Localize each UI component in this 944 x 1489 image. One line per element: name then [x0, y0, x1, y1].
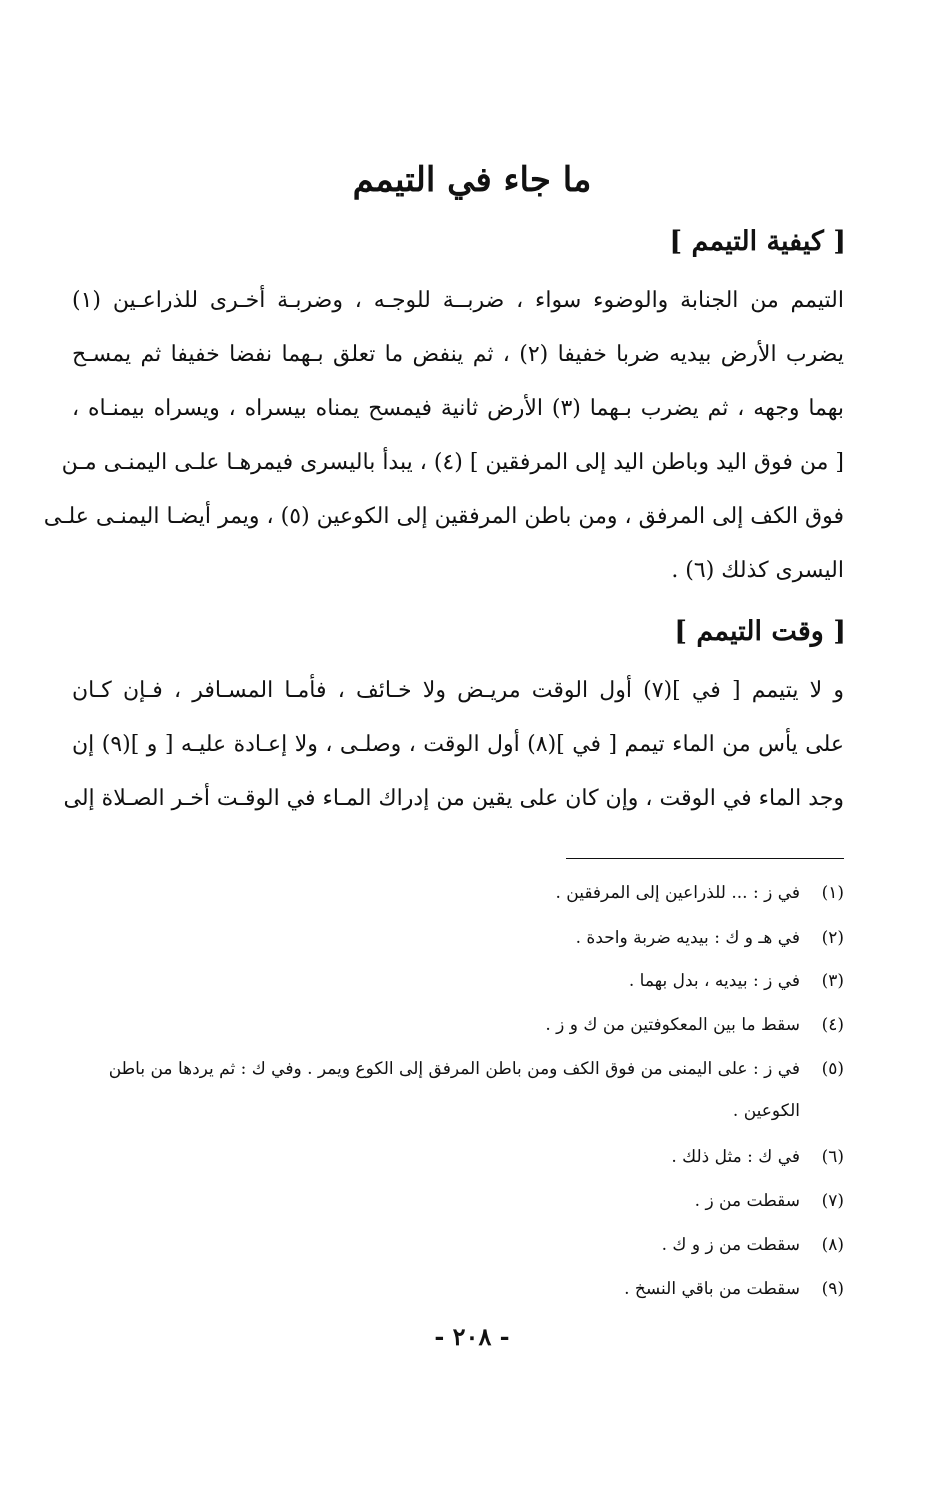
- paragraph-line: و لا يتيمم [ في ](٧) أول الوقت مريـض ولا خـائف ، فأمـا المسـافر ، فـإن كـان: [72, 678, 844, 703]
- paragraph-line: فوق الكف إلى المرفق ، ومن باطن المرفقين إلى الكوعين (٥) ، ويمر أيضـا اليمنـى علـى: [43, 504, 844, 529]
- page-number: - ٢٠٨ -: [434, 1322, 510, 1351]
- footnote-number: (٣): [821, 971, 844, 991]
- footnote: [72, 1276, 844, 1302]
- paragraph-line: على يأس من الماء تيمم [ في ](٨) أول الوقت ، وصلـى ، ولا إعـادة عليـه [ و ](٩) إن: [72, 732, 844, 757]
- footnote-number: (٥): [821, 1059, 844, 1079]
- footnote-text: سقط ما بين المعكوفتين من ك و ز .: [545, 1015, 800, 1035]
- footnote: [72, 1232, 844, 1258]
- section-heading-tayammum-method: [ كيفية التيمم ]: [669, 226, 846, 257]
- footnote-number: (٩): [821, 1279, 844, 1299]
- footnote-number: (٨): [821, 1235, 844, 1255]
- footnote-number: (٤): [821, 1015, 844, 1035]
- footnote: [72, 1144, 844, 1170]
- footnote-number: (٦): [821, 1147, 844, 1167]
- footnote: [72, 1012, 844, 1038]
- footnote-separator: [566, 858, 844, 859]
- footnote-text: في ز : ... للذراعين إلى المرفقين .: [555, 883, 800, 903]
- paragraph-line: بهما وجهه ، ثم يضرب بـهما (٣) الأرض ثانية فيمسح يمناه بيسراه ، ويسراه بيمنـاه ،: [72, 396, 845, 421]
- footnote-text: سقطت من ز .: [694, 1191, 800, 1211]
- footnote-text: في هـ و ك : بيديه ضربة واحدة .: [575, 928, 800, 948]
- paragraph-line: التيمم من الجنابة والوضوء سواء ، ضربــة للوجـه ، وضربـة أخـرى للذراعـين (١): [72, 288, 844, 313]
- footnote: [72, 968, 844, 994]
- footnote-number: (١): [821, 883, 844, 903]
- chapter-title: ما جاء في التيمم: [352, 160, 592, 200]
- footnote-number: (٢): [821, 928, 844, 948]
- footnote: [72, 1188, 844, 1214]
- footnote-continuation: الكوعين .: [732, 1101, 800, 1121]
- section-heading-tayammum-time: [ وقت التيمم ]: [674, 616, 846, 647]
- footnote-text: سقطت من ز و ك .: [661, 1235, 800, 1255]
- paragraph-line: اليسرى كذلك (٦) .: [671, 558, 844, 583]
- footnote-text: في ز : على اليمنى من فوق الكف ومن باطن المرفق إلى الكوع ويمر . وفي ك : ثم يردها من باطن: [108, 1059, 800, 1079]
- footnote: [72, 925, 844, 951]
- footnote-text: سقطت من باقي النسخ .: [624, 1279, 800, 1299]
- footnote: [72, 880, 844, 906]
- paragraph-line: وجد الماء في الوقت ، وإن كان على يقين من إدراك المـاء في الوقـت أخـر الصـلاة إلى: [63, 786, 844, 811]
- footnote-number: (٧): [821, 1191, 844, 1211]
- footnote-text: في ز : بيديه ، بدل بهما .: [628, 971, 800, 991]
- paragraph-line: [ من فوق اليد وباطن اليد إلى المرفقين ] (٤) ، يبدأ باليسرى فيمرهـا علـى اليمنـى مـن: [61, 450, 844, 475]
- paragraph-line: يضرب الأرض بيديه ضربا خفيفا (٢) ، ثم ينفض ما تعلق بـهما نفضا خفيفا ثم يمسـح: [72, 342, 844, 367]
- footnote-text: في ك : مثل ذلك .: [671, 1147, 800, 1167]
- footnote: [72, 1056, 844, 1082]
